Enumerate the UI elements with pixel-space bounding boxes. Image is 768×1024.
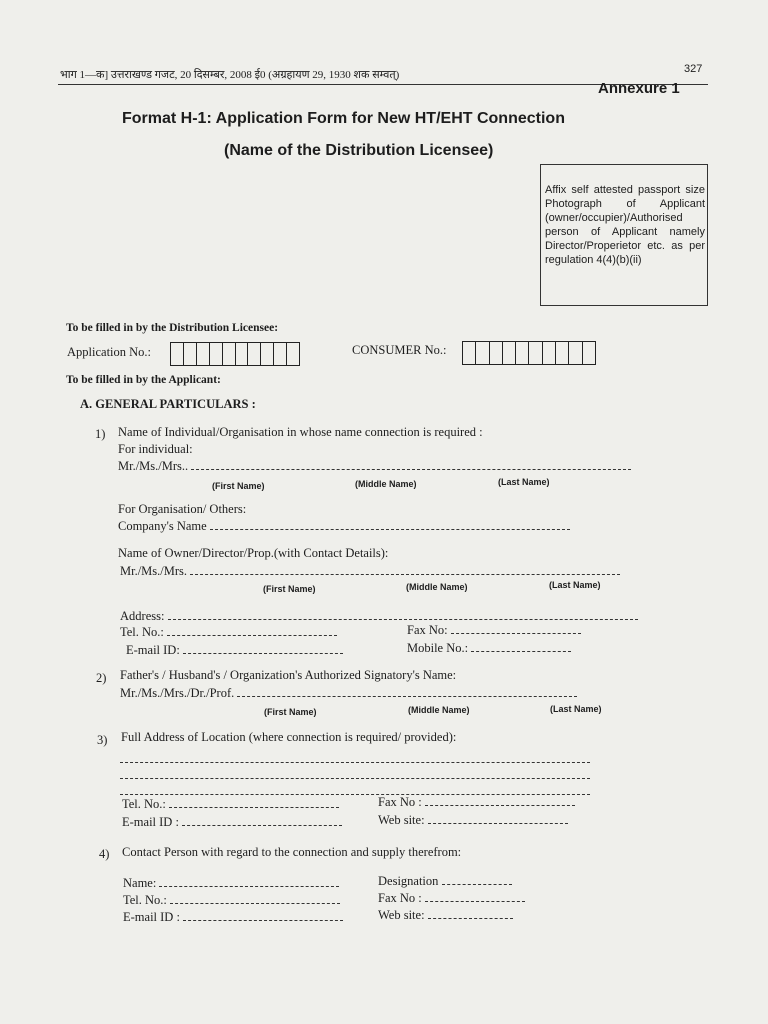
signatory-last-name-caption: (Last Name)	[550, 704, 602, 714]
location-fax-field[interactable]	[378, 794, 575, 810]
individual-name-field[interactable]	[118, 458, 631, 474]
owner-name-field[interactable]	[120, 563, 620, 579]
mobile-label: Mobile No.:	[407, 641, 469, 655]
individual-middle-name-caption: (Middle Name)	[355, 479, 417, 489]
q1-text: Name of Individual/Organisation in whose name connection is required :	[118, 425, 483, 439]
contact-designation-field[interactable]	[378, 873, 512, 889]
company-name-label: Company's Name	[118, 519, 207, 533]
q3-number: 3)	[97, 733, 108, 747]
fax-label: Fax No:	[407, 623, 448, 637]
owner-last-name-caption: (Last Name)	[549, 580, 601, 590]
location-email-field[interactable]	[122, 814, 342, 830]
contact-tel-label: Tel. No.:	[123, 893, 167, 907]
application-no-label: Application No.:	[67, 345, 152, 359]
location-email-label: E-mail ID :	[122, 815, 179, 829]
email-label: E-mail ID:	[126, 643, 180, 657]
q2-number: 2)	[96, 671, 107, 685]
owner-middle-name-caption: (Middle Name)	[406, 582, 468, 592]
signatory-name-field[interactable]	[120, 685, 577, 701]
signatory-salutation: Mr./Ms./Mrs./Dr./Prof.	[120, 686, 235, 700]
fax-field[interactable]	[407, 622, 581, 638]
location-web-field[interactable]	[378, 812, 568, 828]
page-number: 327	[684, 63, 703, 75]
location-fax-label: Fax No :	[378, 795, 422, 809]
annexure-label: Annexure 1	[598, 80, 680, 97]
signatory-first-name-caption: (First Name)	[264, 707, 317, 717]
owner-salutation: Mr./Ms./Mrs.	[120, 564, 188, 578]
licensee-name-title: (Name of the Distribution Licensee)	[224, 142, 494, 159]
location-web-label: Web site:	[378, 813, 425, 827]
individual-last-name-caption: (Last Name)	[498, 477, 550, 487]
contact-name-field[interactable]	[123, 875, 339, 891]
owner-first-name-caption: (First Name)	[263, 584, 316, 594]
contact-fax-field[interactable]	[378, 890, 525, 906]
q3-text: Full Address of Location (where connection is required/ provided):	[121, 730, 457, 744]
q4-text: Contact Person with regard to the connection and supply therefrom:	[122, 845, 462, 859]
contact-web-field[interactable]	[378, 907, 513, 923]
section-a-heading: A. GENERAL PARTICULARS :	[80, 397, 256, 411]
photo-instructions: Affix self attested passport size Photograph of Applicant (owner/occupier)/Authorised person of Applicant namely Director/Properietor etc. as per regulation 4(4)(b)(ii)	[545, 184, 705, 266]
location-tel-label: Tel. No.:	[122, 797, 166, 811]
mobile-field[interactable]	[407, 640, 571, 656]
company-name-field[interactable]	[118, 518, 570, 534]
contact-designation-label: Designation	[378, 874, 439, 888]
contact-email-label: E-mail ID :	[123, 910, 180, 924]
individual-first-name-caption: (First Name)	[212, 481, 265, 491]
q2-text: Father's / Husband's / Organization's Authorized Signatory's Name:	[120, 668, 457, 682]
signatory-middle-name-caption: (Middle Name)	[408, 705, 470, 715]
form-title: Format H-1: Application Form for New HT/EHT Connection	[122, 110, 565, 127]
licensee-heading: To be filled in by the Distribution Licensee:	[66, 322, 279, 334]
q1-number: 1)	[95, 427, 106, 441]
applicant-heading: To be filled in by the Applicant:	[66, 374, 221, 386]
contact-web-label: Web site:	[378, 908, 425, 922]
photo-box	[540, 164, 708, 306]
for-organisation-label: For Organisation/ Others:	[118, 502, 247, 516]
contact-name-label: Name:	[123, 876, 157, 890]
contact-email-field[interactable]	[123, 909, 343, 925]
tel-field[interactable]	[120, 624, 337, 640]
tel-label: Tel. No.:	[120, 625, 164, 639]
contact-fax-label: Fax No :	[378, 891, 422, 905]
gazette-header: भाग 1—क] उत्तराखण्ड गजट, 20 दिसम्बर, 2008 ई0 (अग्रहायण 29, 1930 शक सम्वत्)	[60, 69, 400, 81]
contact-tel-field[interactable]	[123, 892, 340, 908]
consumer-no-label: CONSUMER No.:	[352, 343, 447, 357]
email-field[interactable]	[126, 642, 343, 658]
owner-label: Name of Owner/Director/Prop.(with Contact Details):	[118, 546, 389, 560]
consumer-no-boxes[interactable]	[462, 341, 596, 365]
application-no-boxes[interactable]	[170, 342, 300, 366]
for-individual-label: For individual:	[118, 442, 193, 456]
address-label: Address:	[120, 609, 165, 623]
individual-salutation: Mr./Ms./Mrs..	[118, 459, 189, 473]
q4-number: 4)	[99, 847, 110, 861]
location-tel-field[interactable]	[122, 796, 339, 812]
